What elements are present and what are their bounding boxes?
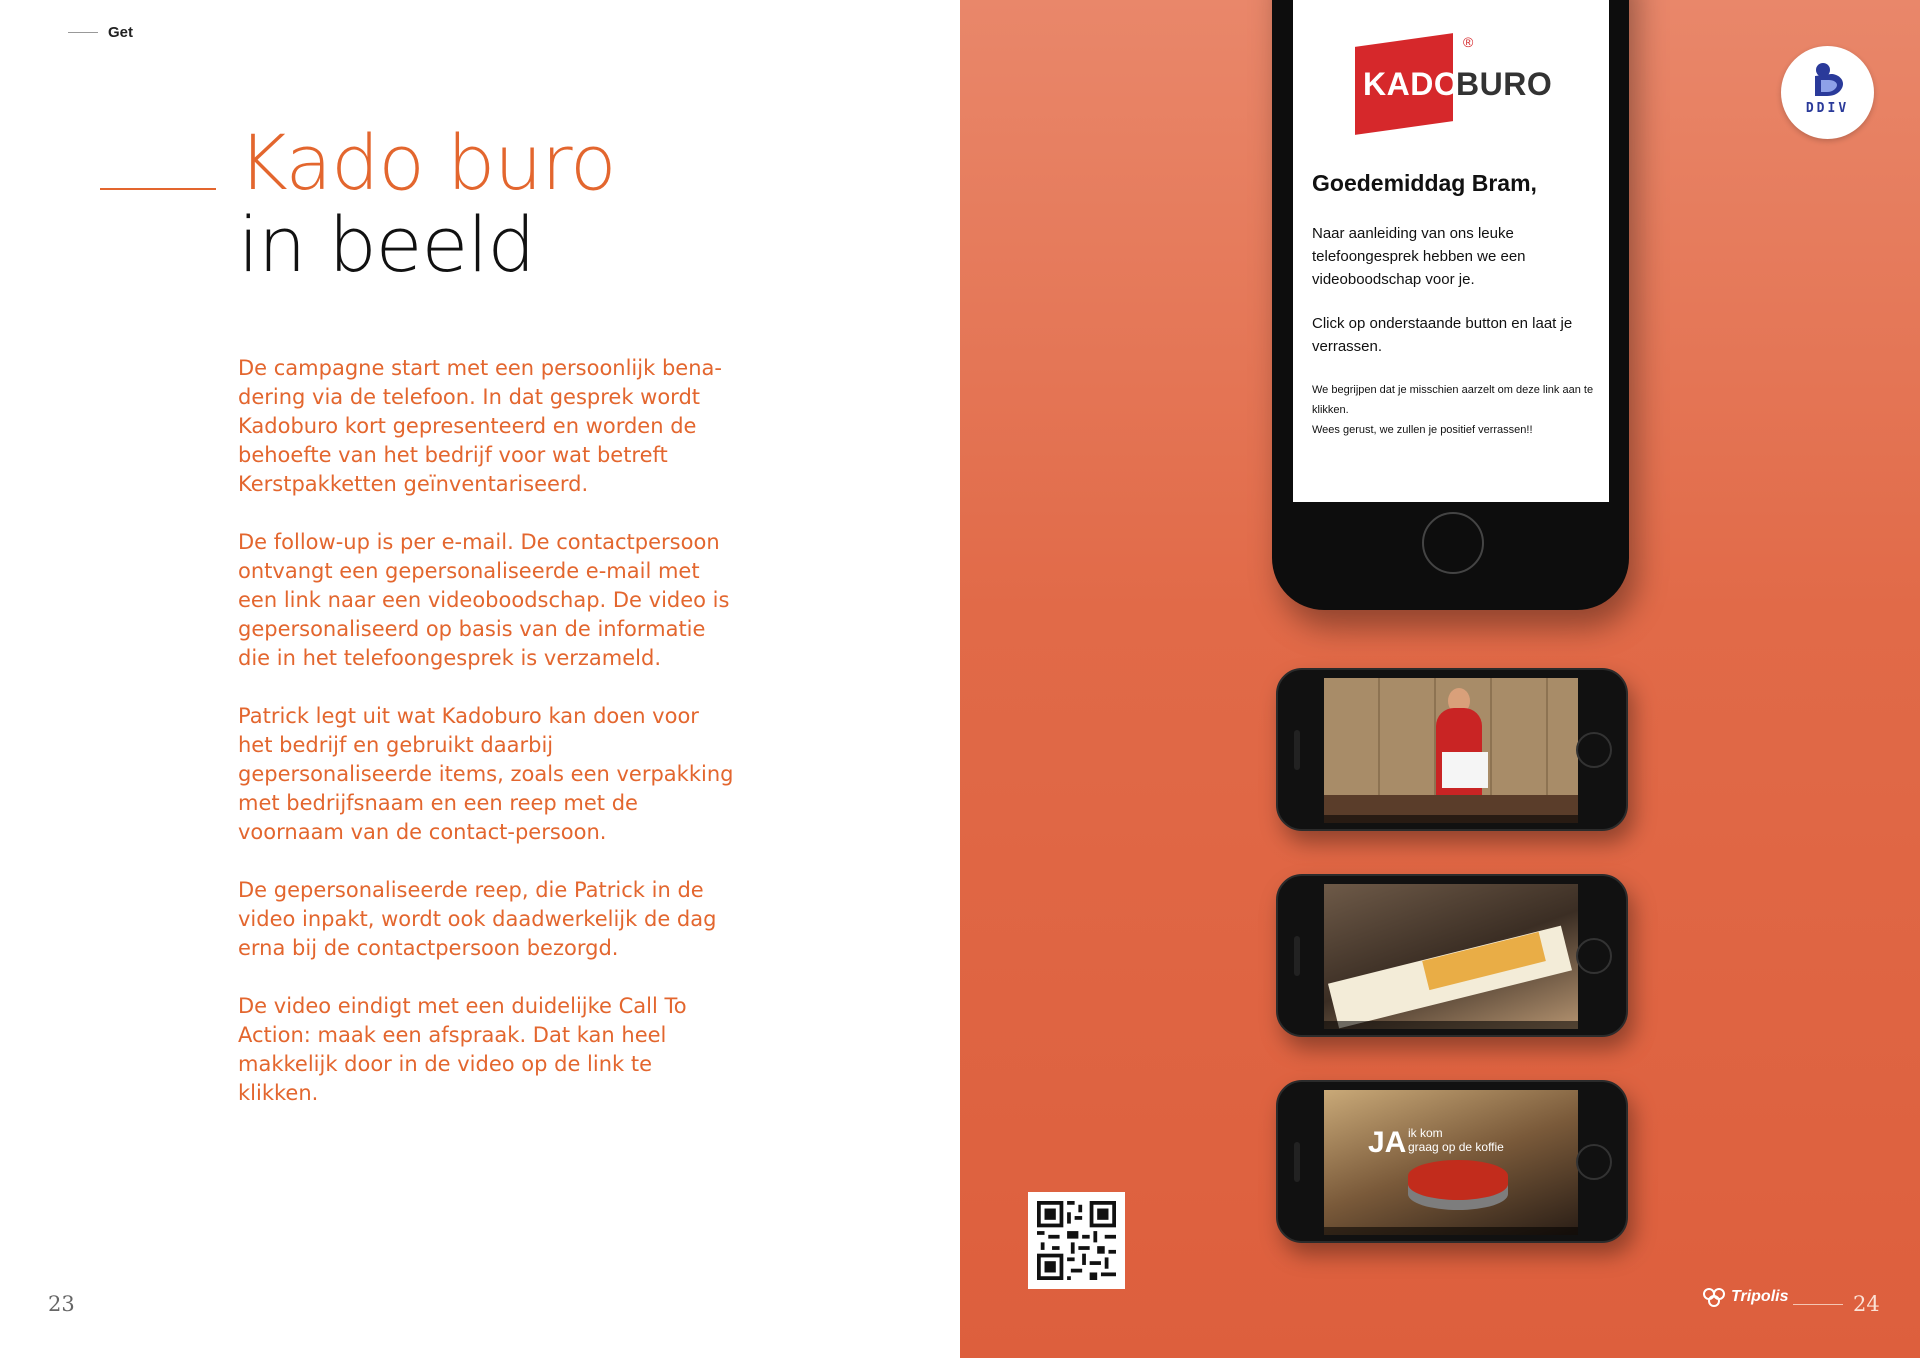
phone-video-2 bbox=[1276, 874, 1628, 1037]
video-controls bbox=[1324, 815, 1578, 823]
video-controls bbox=[1324, 1227, 1578, 1235]
title-line-2: in beeld bbox=[238, 200, 535, 289]
home-button bbox=[1576, 1144, 1612, 1180]
email-greeting: Goedemiddag Bram, bbox=[1312, 170, 1537, 196]
body-paragraph: De follow-up is per e-mail. De contactpersoon ontvangt een gepersonaliseerde e-mail met een link naar een videoboodschap. De video is gepersonaliseerd op basis van de informatie die in het telefoongesprek is verzameld. bbox=[238, 530, 730, 670]
video-caption-line-1: ik kom bbox=[1408, 1126, 1443, 1140]
qr-code-pattern bbox=[1037, 1201, 1116, 1280]
footer-rule bbox=[1793, 1304, 1843, 1305]
page-number-right: 24 bbox=[1853, 1292, 1880, 1316]
body-paragraph: De video eindigt met een duidelijke Call To Action: maak een afspraak. Dat kan heel makkelijk door in de video op de link te klikken. bbox=[238, 994, 687, 1105]
running-head bbox=[68, 24, 133, 41]
video-still-presenter bbox=[1324, 678, 1578, 823]
ddiv-wordmark: DDIV bbox=[1805, 101, 1850, 116]
gift-box bbox=[1442, 752, 1488, 788]
video-still-chocolate-bar bbox=[1324, 884, 1578, 1029]
ddiv-badge bbox=[1781, 46, 1874, 139]
qr-code[interactable] bbox=[1028, 1192, 1125, 1289]
body-paragraph: De campagne start met een persoonlijk bena-dering via de telefoon. In dat gesprek wordt Kadoburo kort gepresenteerd en worden de behoefte van het bedrijf voor wat betreft Kerstpakketten geïnventariseerd. bbox=[238, 356, 722, 496]
logo-text-buro: BURO bbox=[1456, 66, 1553, 102]
home-button bbox=[1576, 732, 1612, 768]
page-title bbox=[238, 118, 616, 289]
running-head-label: Get bbox=[108, 24, 134, 41]
red-push-button bbox=[1408, 1160, 1508, 1200]
email-disclaimer-line-2: Wees gerust, we zullen je positief verrassen!! bbox=[1312, 424, 1533, 436]
phone-video-1 bbox=[1276, 668, 1628, 831]
page-number-left: 23 bbox=[48, 1292, 75, 1316]
video-caption-ja: JA bbox=[1368, 1126, 1407, 1159]
email-paragraph-2: Click op onderstaande button en laat je verrassen. bbox=[1312, 315, 1573, 355]
email-disclaimer-line-1: We begrijpen dat je misschien aarzelt om deze link aan te klikken. bbox=[1312, 384, 1594, 416]
ddiv-logo-icon bbox=[1809, 60, 1847, 98]
logo-text-kado: KADO bbox=[1363, 66, 1460, 102]
email-disclaimer bbox=[1312, 380, 1602, 440]
phone-email-mockup bbox=[1272, 0, 1629, 610]
phone-video-3 bbox=[1276, 1080, 1628, 1243]
video-caption bbox=[1408, 1126, 1504, 1154]
body-paragraph: De gepersonaliseerde reep, die Patrick in de video inpakt, wordt ook daadwerkelijk de dag erna bij de contactpersoon bezorgd. bbox=[238, 878, 717, 960]
running-head-rule bbox=[68, 32, 98, 33]
video-caption-line-2: graag op de koffie bbox=[1408, 1140, 1504, 1154]
title-line-1: Kado buro bbox=[238, 118, 616, 207]
tripolis-icon bbox=[1703, 1287, 1725, 1307]
tripolis-logo bbox=[1703, 1287, 1789, 1307]
tripolis-wordmark: Tripolis bbox=[1731, 1288, 1789, 1305]
email-paragraph-1: Naar aanleiding van ons leuke telefoongesprek hebben we een videoboodschap voor je. bbox=[1312, 225, 1526, 288]
kadoburo-logo bbox=[1355, 32, 1555, 122]
home-button bbox=[1422, 512, 1484, 574]
body-paragraph: Patrick legt uit wat Kadoburo kan doen voor het bedrijf en gebruikt daarbij gepersonaliseerde items, zoals een verpakking met bedrijfsnaam en een reep met de voornaam van de contact-persoon. bbox=[238, 704, 734, 844]
video-still-cta-button bbox=[1324, 1090, 1578, 1235]
phone-speaker bbox=[1294, 936, 1300, 976]
video-controls bbox=[1324, 1021, 1578, 1029]
phone-speaker bbox=[1294, 1142, 1300, 1182]
home-button bbox=[1576, 938, 1612, 974]
phone-screen bbox=[1293, 0, 1609, 502]
phone-speaker bbox=[1294, 730, 1300, 770]
body-text bbox=[238, 354, 738, 1137]
title-rule bbox=[100, 188, 216, 190]
registered-mark: ® bbox=[1463, 34, 1474, 50]
